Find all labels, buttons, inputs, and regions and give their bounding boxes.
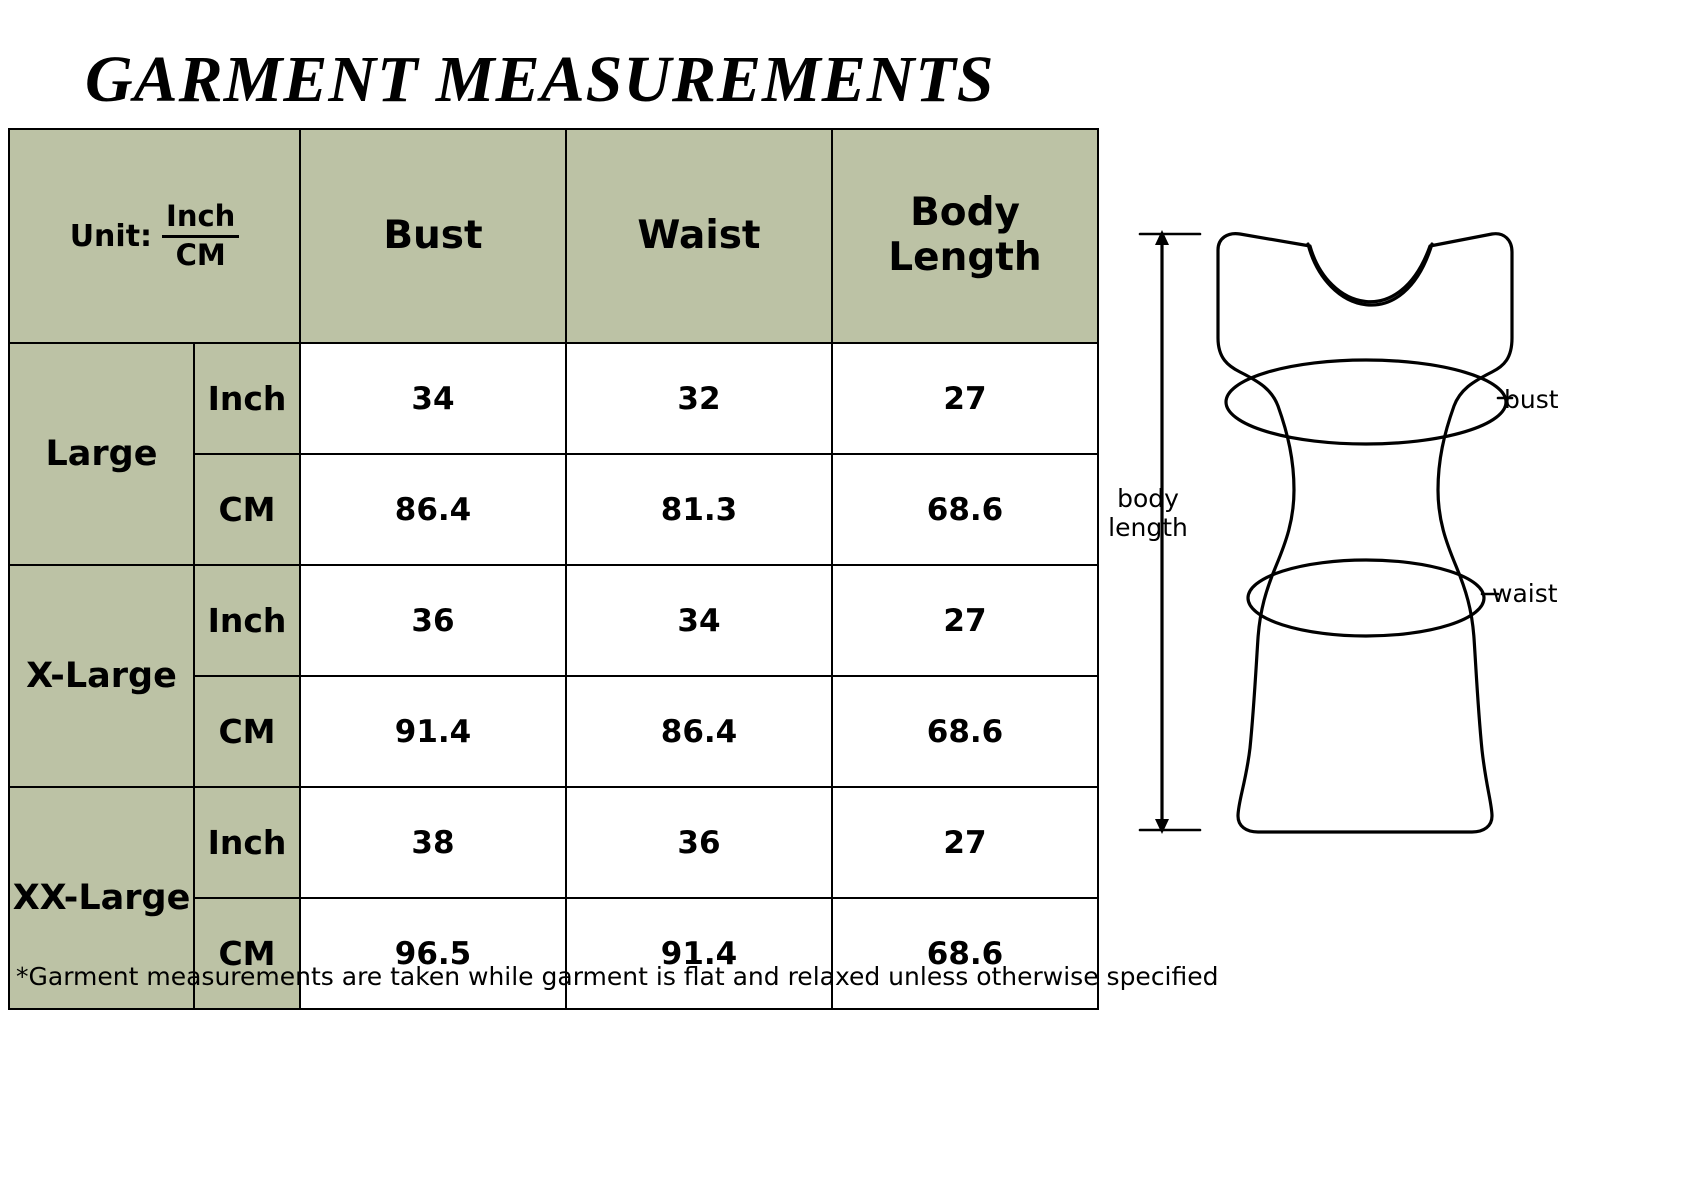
row-unit-xx-large-cm: CM xyxy=(194,898,300,1009)
illustration-label-body-length-line1: body xyxy=(1117,484,1179,513)
measurement-table-container xyxy=(8,128,1098,1010)
cell-large-inch-waist: 32 xyxy=(566,343,832,454)
cell-x-large-cm-waist: 86.4 xyxy=(566,676,832,787)
column-header-body-length: Body Length xyxy=(832,129,1098,343)
column-header-bust: Bust xyxy=(300,129,566,343)
cell-large-cm-waist: 81.3 xyxy=(566,454,832,565)
cell-xx-large-cm-bust: 96.5 xyxy=(300,898,566,1009)
row-unit-xx-large-inch: Inch xyxy=(194,787,300,898)
unit-header-cell xyxy=(9,129,300,343)
table-row xyxy=(9,565,1098,676)
cell-large-cm-bust: 86.4 xyxy=(300,454,566,565)
row-unit-x-large-inch: Inch xyxy=(194,565,300,676)
row-unit-large-cm: CM xyxy=(194,454,300,565)
illustration-label-waist: waist xyxy=(1492,579,1558,608)
tank-top-outline-icon xyxy=(1100,190,1700,910)
cell-x-large-inch-bust: 36 xyxy=(300,565,566,676)
row-unit-x-large-cm: CM xyxy=(194,676,300,787)
size-label-xx-large: XX-Large xyxy=(9,787,194,1009)
garment-measurements-table xyxy=(8,128,1099,1010)
illustration-label-body-length-line2: length xyxy=(1108,512,1188,542)
cell-xx-large-inch-body-length: 27 xyxy=(832,787,1098,898)
table-row xyxy=(9,787,1098,898)
table-row xyxy=(9,343,1098,454)
size-label-x-large: X-Large xyxy=(9,565,194,787)
row-unit-large-inch: Inch xyxy=(194,343,300,454)
page-title: GARMENT MEASUREMENTS xyxy=(85,43,995,116)
cell-x-large-cm-body-length: 68.6 xyxy=(832,676,1098,787)
cell-xx-large-cm-waist: 91.4 xyxy=(566,898,832,1009)
footnote-text: *Garment measurements are taken while garment is flat and relaxed unless otherwise specified xyxy=(16,962,1219,991)
cell-large-cm-body-length: 68.6 xyxy=(832,454,1098,565)
cell-x-large-inch-waist: 34 xyxy=(566,565,832,676)
cell-x-large-cm-bust: 91.4 xyxy=(300,676,566,787)
cell-xx-large-cm-body-length: 68.6 xyxy=(832,898,1098,1009)
column-header-waist: Waist xyxy=(566,129,832,343)
unit-fraction xyxy=(162,198,239,272)
illustration-label-bust: bust xyxy=(1504,385,1559,414)
unit-label: Unit: xyxy=(69,218,153,254)
size-label-large: Large xyxy=(9,343,194,565)
table-header-row xyxy=(9,129,1098,343)
cell-xx-large-inch-waist: 36 xyxy=(566,787,832,898)
cell-large-inch-bust: 34 xyxy=(300,343,566,454)
unit-denominator: CM xyxy=(175,237,226,272)
cell-x-large-inch-body-length: 27 xyxy=(832,565,1098,676)
unit-numerator: Inch xyxy=(162,201,239,238)
cell-xx-large-inch-bust: 38 xyxy=(300,787,566,898)
illustration-label-body-length xyxy=(1106,485,1190,543)
garment-illustration xyxy=(1100,190,1700,910)
cell-large-inch-body-length: 27 xyxy=(832,343,1098,454)
